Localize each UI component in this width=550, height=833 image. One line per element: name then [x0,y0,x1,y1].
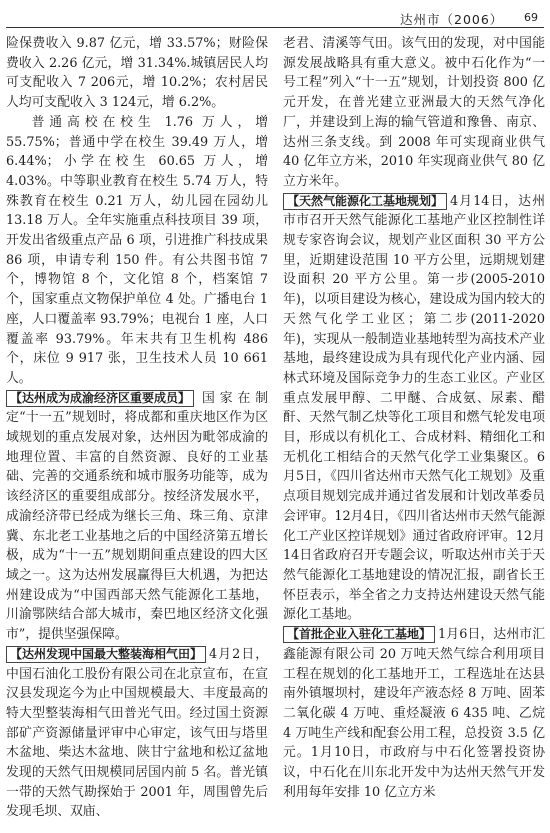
left-column [6,34,268,822]
page-header [0,0,550,30]
section-heading: 【达州发现中国最大整装海相气田】 [6,646,206,663]
section-heading: 【天然气能源化工基地规划】 [283,193,447,210]
paragraph-education-culture: 普通高校在校生 1.76 万人，增 55.75%；普通中学在校生 39.49 万人，增 6.44%；小学在校生 60.65 万人，增 4.03%。中等职业教育在校生 5.74 万人，特殊教育在校生 0.21 万人，幼儿园在园幼儿 13.18 万人。全年实施重点科技项目 39 项，开发出省级重点产品 6 项，引进推广科技成果 86 项，申请专利 150 件。有公共图书馆 7 个，博物馆 8 个，文化馆 8 个，档案馆 7 个，国家重点文物保护单位 4 处。广播电台 1 座，人口覆盖率 93.79%；电视台 1 座，人口覆盖率 93.79%。年末共有卫生机构 486 个，床位 9 917 张，卫生技术人员 10 661 人。 [6,114,268,386]
header-rule [6,27,544,28]
section-gas-field-discovery [6,645,268,822]
running-title: 达州市（2006） [400,12,504,27]
paragraph-gas-field-continued: 老君、清溪等气田。该气田的发现，对中国能源发展战略具有重大意义。被中石化作为“一号工程”列入“十一五”规划，计划投资 800 亿元开发，在普光建立亚洲最大的天然气净化厂，并建设到上海的输气管道和豫鲁、南京、达州三条支线。到 2008 年可实现商业供气 40 亿年立方米，2010 年实现商业供气 80 亿立方米年。 [283,36,545,189]
section-heading: 【首批企业入驻化工基地】 [283,626,435,643]
section-body: 国家在制定“十一五”规划时，将成都和重庆地区作为区域规划的重点发展对象，达州因为毗邻成渝的地理位置、丰富的自然资源、良好的工业基础、完善的交通系统和城市服务功能等，成为该经济区的重要组成部分。按经济发展水平，成渝经济带已经成为继长三角、珠三角、京津冀、东北老工业基地之后的中国经济第五增长极，成为“十一五”规划期间重点建设的四大区域之一。这为达州发展赢得巨大机遇，为把达州建设成为“中国西部天然气能源化工基地，川渝鄂陕结合部大城市，秦巴地区经济文化强市”，提供坚强保障。 [6,390,268,643]
section-body: 4月14日，达州市市召开天然气能源化工基地产业区控制性详规专家咨询会议，规划产业区面积 30 平方公里，近期建设范围 10 平方公里，远期规划建设面积 20 平方公里。第一步(2005-2010 年)，以项目建设为核心，建设成为国内较大的天然气化学工业区；第二步(2011-2020 年)，实现从一般制造业基地转型为高技术产业基地，最终建设成为具有现代化产业内涵、园林式环境及国际竞争力的生态工业区。产业区重点发展甲醇、二甲醚、合成氨、尿素、醋酐、天然气制乙炔等化工项目和燃气轮发电项目，形成以有机化工、合成材料、精细化工和无机化工相结合的天然气化学工业集聚区。6月5日，《四川省达州市天然气化工规划》及重点项目规划完成并通过省发展和计划改革委员会评审。12月4日，《四川省达州市天然气能源化工产业区控详规划》通过省政府评审。12月14日省政府召开专题会议，听取达州市关于天然气能源化工基地建设的情况汇报，副省长王怀臣表示，举全省之力支持达州建设天然气能源化工基地。 [283,193,545,623]
paragraph-insurance-income: 险保费收入 9.87 亿元，增 33.57%；财险保费收入 2.26 亿元，增 31.34%.城镇居民人均可支配收入 7 206元，增 10.2%；农村居民人均可支配收入 3 124元，增 6.2%。 [6,36,268,111]
section-heading: 【达州成为成渝经济区重要成员】 [6,390,194,407]
section-chemical-base-plan [283,192,545,625]
section-first-enterprises [283,625,545,802]
section-body: 4月2日，中国石油化工股份有限公司在北京宣布，在宣汉县发现迄今为止中国规模最大、丰度最高的特大型整装海相气田普光气田。经过国土资源部矿产资源储量评审中心审定，该气田与塔里木盆地、柴达木盆地、陕甘宁盆地和松辽盆地发现的天然气田规模同居国内前 5 名。普光镇一带的天然气勘探始于 2001 年，周围曾先后发现毛坝、双庙、 [6,646,268,820]
section-body: 1月6日，达州市汇鑫能源有限公司 20 万吨天然气综合利用项目工程在规划的化工基地开工，工程选址在达县南外镇堰坝村，建设年产液态烃 8 万吨、固苯二氧化碳 4 万吨、重烃凝液 6 435 吨、乙烷 4 万吨生产线和配套公用工程，总投资 3.5 亿元。1月10日，市政府与中石化签署投资协议，中石化在川东北开发中为达州天然气开发利用每年安排 10 亿立方米 [283,627,545,800]
section-chengyu-economic-zone [6,389,268,645]
page-number: 69 [524,11,538,24]
right-column [283,34,545,802]
